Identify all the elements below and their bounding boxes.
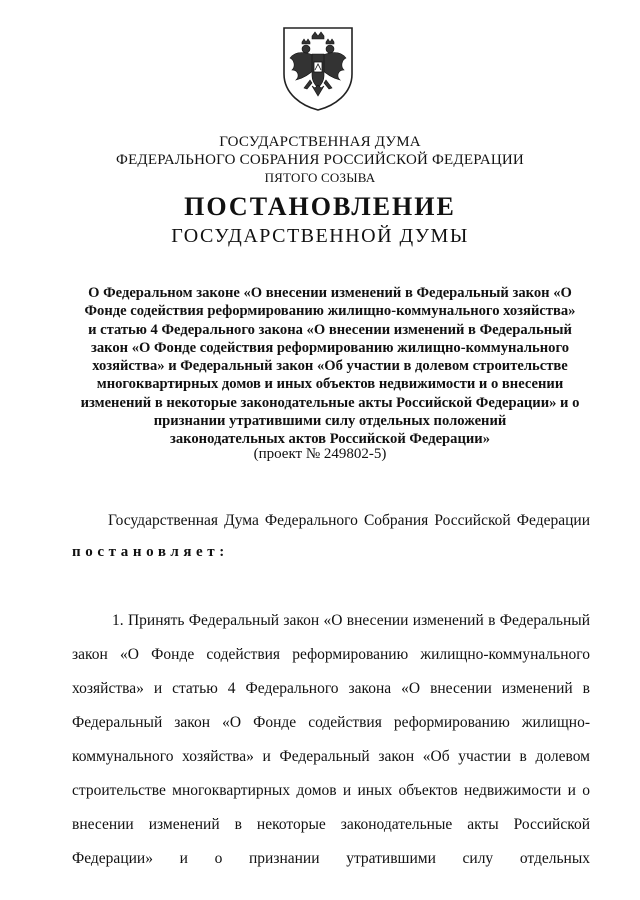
subject-line: закон «О Фонде содействия реформированию жилищно-коммунального: [90, 339, 570, 356]
subject-line: признании утратившими силу отдельных положений: [153, 413, 507, 430]
body-line: внесении изменений в некоторые законодательные акты Российской: [72, 816, 590, 833]
body-line: Федеральный закон «О Фонде содействия реформированию жилищно-: [72, 714, 590, 731]
org-line-2: ФЕДЕРАЛЬНОГО СОБРАНИЯ РОССИЙСКОЙ ФЕДЕРАЦИИ: [116, 152, 524, 168]
body-line: 1. Принять Федеральный закон «О внесении изменений в Федеральный: [112, 612, 590, 629]
project-number: (проект № 249802-5): [253, 446, 387, 462]
subject-line: О Федеральном законе «О внесении изменений в Федеральный закон «О: [88, 285, 572, 301]
coat-of-arms-icon: [272, 22, 364, 114]
subject-line: хозяйства» и Федеральный закон «Об участии в долевом строительстве: [92, 358, 568, 375]
org-line-1: ГОСУДАРСТВЕННАЯ ДУМА: [219, 134, 421, 150]
subject-line: изменений в некоторые законодательные акты Российской Федерации» и о: [80, 394, 580, 411]
intro-paragraph: Государственная Дума Федерального Собрания Российской Федерации: [108, 512, 590, 529]
resolution-subject: [72, 284, 588, 449]
subject-line: законодательных актов Российской Федерации»: [170, 431, 490, 448]
document-title: ПОСТАНОВЛЕНИЕ: [184, 192, 456, 221]
document-subtitle: ГОСУДАРСТВЕННОЙ ДУМЫ: [171, 225, 469, 247]
body-line: закон «О Фонде содействия реформированию жилищно-коммунального: [72, 646, 590, 663]
org-line-3: ПЯТОГО СОЗЫВА: [264, 170, 376, 185]
decree-word: постановляет:: [72, 544, 229, 560]
subject-line: многоквартирных домов и иных объектов недвижимости и о внесении: [96, 376, 564, 393]
subject-line: и статью 4 Федерального закона «О внесении изменений в Федеральный: [88, 321, 572, 338]
body-line: коммунального хозяйства» и Федеральный закон «Об участии в долевом: [72, 748, 590, 765]
subject-line: Фонде содействия реформированию жилищно-коммунального хозяйства»: [84, 303, 576, 320]
body-line: Федерации» и о признании утратившими силу отдельных: [72, 850, 590, 867]
body-line: хозяйства» и статью 4 Федерального закона «О внесении изменений в: [72, 680, 590, 697]
body-line: строительстве многоквартирных домов и иных объектов недвижимости и о: [72, 782, 590, 799]
body-paragraph: [72, 604, 590, 876]
